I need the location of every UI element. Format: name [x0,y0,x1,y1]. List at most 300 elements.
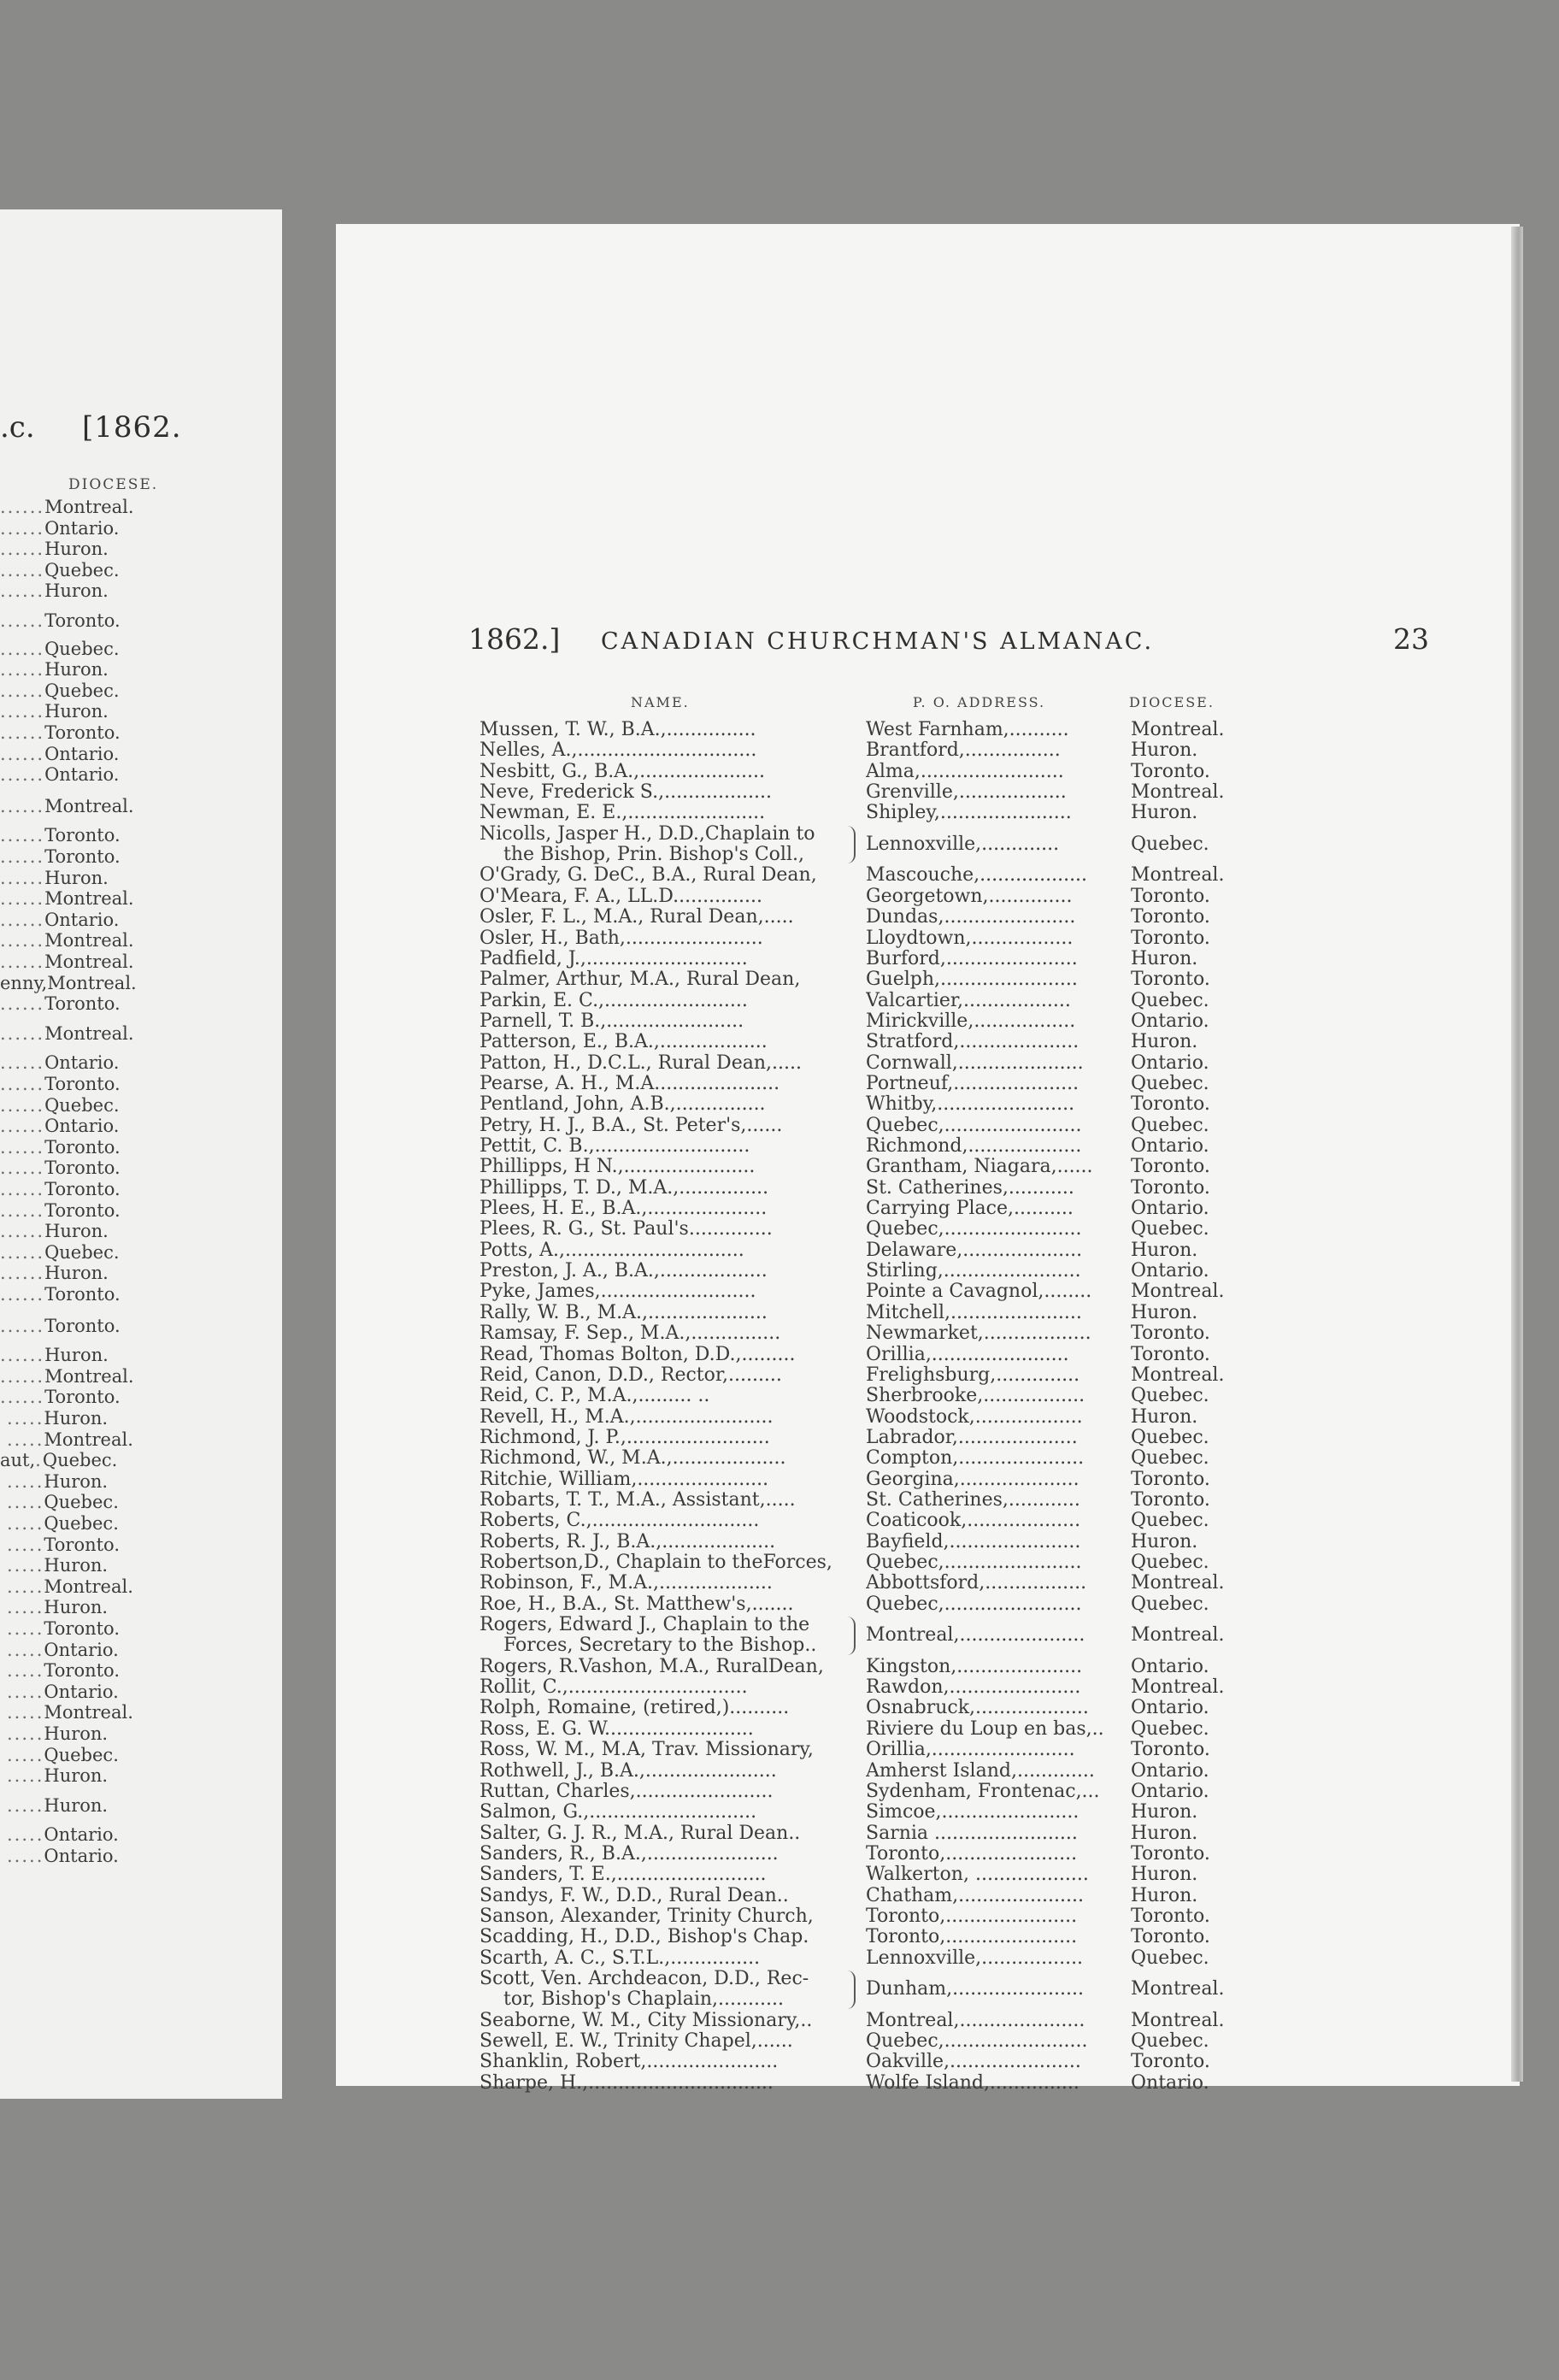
clergy-entry [336,1657,1520,1677]
entry-name [479,2031,843,2052]
entry-name [479,1199,843,1219]
left-row-diocese: Huron. [44,1794,109,1816]
entry-name-line: Mussen, T. W., B.A.,............... [479,720,756,740]
clergy-entry [336,887,1520,907]
entry-name [479,949,843,969]
leader-dots: ..... [7,1429,44,1450]
left-diocese-row [0,701,282,722]
entry-name [479,1261,843,1281]
left-page-header [0,410,282,453]
left-row-diocese: Ontario. [44,1639,119,1660]
entry-name-line: Scott, Ven. Archdeacon, D.D., Rec- [479,1969,809,1989]
page-edge [1511,227,1523,2082]
left-row-diocese: Ontario. [44,1052,120,1074]
left-diocese-row [0,1284,282,1305]
clergy-entry [336,1969,1520,2011]
entry-name [479,1948,843,1969]
entry-name-continuation: the Bishop, Prin. Bishop's Coll., [503,843,804,865]
entry-name-line: Pearse, A. H., M.A..................... [479,1073,780,1094]
entry-name-line: Parkin, E. C.,........................ [479,990,748,1011]
leader-dots: ...... [0,1052,45,1074]
leader-dots: ...... [0,1022,45,1044]
clergy-entry [336,969,1520,990]
entry-name-line: Ramsay, F. Sep., M.A.,............... [479,1323,781,1345]
leader-dots: ..... [7,1846,44,1866]
entry-name [479,1490,843,1511]
entry-diocese: Quebec. [1131,990,1209,1011]
entry-diocese: Huron. [1131,740,1198,762]
entry-diocese: Toronto. [1131,761,1210,782]
left-row-diocese: Quebec. [44,680,120,701]
entry-name [479,1428,843,1448]
clergy-entry [336,1802,1520,1823]
clergy-entry [336,865,1520,886]
leader-dots: ..... [7,1744,44,1765]
left-row-diocese: Ontario. [44,1116,120,1137]
entry-name [479,1074,843,1094]
left-diocese-row [0,1074,282,1094]
left-row-diocese: Toronto. [44,1199,121,1221]
entry-name-line: Padfield, J.,........................... [479,948,748,969]
entry-name-line: Patterson, E., B.A.,.................. [479,1032,768,1053]
entry-name-line: Ruttan, Charles,....................... [479,1781,774,1802]
entry-address: Lennoxville,................. [866,1947,1084,1969]
left-diocese-row [0,1555,282,1576]
entry-name-line: Roberts, R. J., B.A.,................... [479,1531,776,1552]
clergy-entry [336,1948,1520,1969]
clergy-entry [336,1323,1520,1344]
leader-dots: ...... [0,795,45,816]
entry-address: Guelph,....................... [866,969,1078,991]
entry-address: Riviere du Loup en bas,.. [866,1718,1104,1740]
entry-name-line: O'Meara, F. A., LL.D............... [479,886,763,907]
left-row-diocese: Huron. [44,580,109,602]
entry-name-line: Plees, R. G., St. Paul's.............. [479,1219,773,1240]
leader-dots: ..... [7,1681,44,1702]
entry-address: Grantham, Niagara,...... [866,1157,1093,1178]
entry-name-line: Pentland, John, A.B.,............... [479,1094,766,1116]
clergy-entry [336,1178,1520,1199]
left-diocese-row [0,659,282,680]
left-diocese-row [0,639,282,659]
entry-diocese: Ontario. [1131,1760,1209,1782]
left-row-diocese: Huron. [44,1765,109,1787]
left-row-diocese: Huron. [44,1221,109,1242]
entry-name-line: Rogers, R.Vashon, M.A., RuralDean, [479,1656,824,1677]
leader-dots: ...... [0,1116,45,1137]
entry-name-line: Scadding, H., D.D., Bishop's Chap. [479,1927,809,1948]
entry-diocese: Ontario. [1131,1698,1209,1719]
entry-name [479,1136,843,1157]
left-diocese-row [0,1429,282,1450]
leader-dots: ...... [0,497,45,517]
left-row-diocese: Ontario. [44,743,120,764]
left-diocese-row [0,1263,282,1283]
leader-dots: ...... [0,1263,45,1284]
entry-address: Frelighsburg,.............. [866,1364,1080,1386]
entry-address: Compton,..................... [866,1448,1085,1470]
entry-diocese: Montreal. [1131,1677,1225,1699]
left-diocese-row [0,1158,282,1178]
entry-name-line: Nicolls, Jasper H., D.D.,Chaplain to [479,823,815,845]
entry-diocese: Quebec. [1131,1511,1209,1532]
left-row-diocese: Toronto. [44,1315,121,1336]
entry-diocese: Toronto. [1131,1469,1210,1490]
entry-name [479,1761,843,1782]
entry-address: Stratford,.................... [866,1032,1080,1053]
entry-address: Georgetown,.............. [866,886,1073,907]
entry-diocese: Toronto. [1131,2052,1210,2073]
entry-name [479,1969,843,2010]
leader-dots: ...... [0,580,45,602]
left-row-diocese: Huron. [44,701,109,722]
entry-name [479,1032,843,1052]
left-row-diocese: Huron. [44,659,109,680]
left-diocese-row [0,1023,282,1044]
leader-dots: ...... [0,1221,45,1242]
entry-diocese: Huron. [1131,1032,1198,1053]
left-diocese-row [0,1597,282,1617]
entry-name-continuation: tor, Bishop's Chaplain,........... [503,1988,784,2010]
left-diocese-row [0,1513,282,1534]
leader-dots: ..... [7,1555,44,1576]
left-diocese-row [0,973,282,993]
left-diocese-row [0,1618,282,1639]
entry-address: Georgina,.................... [866,1469,1080,1490]
diocese-column-heading: DIOCESE. [1129,694,1215,710]
leader-dots: ..... [7,1513,44,1534]
left-page [0,209,282,2099]
entry-name-line: Neve, Frederick S.,.................. [479,782,772,804]
left-diocese-row [0,1765,282,1786]
clergy-entry [336,762,1520,782]
entry-diocese: Montreal. [1131,782,1225,804]
entry-diocese: Toronto. [1131,1177,1210,1199]
entry-address: Delaware,.................... [866,1240,1083,1261]
clergy-entry [336,1094,1520,1115]
leader-dots: ..... [7,1470,44,1492]
leader-dots: ...... [0,722,45,743]
leader-dots: ...... [0,764,45,786]
entry-name-line: Rogers, Edward J., Chaplain to the [479,1615,810,1636]
entry-name [479,1698,843,1718]
entry-name [479,1345,843,1365]
left-row-diocese: Huron. [44,1723,109,1744]
left-diocese-row [0,930,282,951]
entry-address: Rawdon,...................... [866,1677,1081,1699]
entry-diocese: Huron. [1131,1885,1198,1906]
entry-diocese: Huron. [1131,1823,1198,1844]
left-row-diocese: Montreal. [44,1429,133,1450]
clergy-entry [336,928,1520,949]
entry-address: Woodstock,.................. [866,1406,1083,1428]
leader-dots: ..... [7,1408,44,1429]
entry-diocese: Montreal. [1131,865,1225,887]
entry-diocese: Quebec. [1131,1219,1209,1240]
clergy-entry [336,1552,1520,1573]
left-diocese-row [0,1471,282,1492]
entry-name-line: Phillipps, H N.,...................... [479,1157,756,1178]
left-row-diocese: Ontario. [44,517,120,539]
left-row-diocese: Toronto. [44,722,121,743]
clergy-entry [336,1740,1520,1760]
entry-diocese: Montreal. [1131,1281,1225,1303]
left-diocese-row [0,1095,282,1116]
entry-diocese: Montreal. [1131,2010,1225,2031]
entry-address: Sherbrooke,................. [866,1386,1085,1407]
entry-name-line: Robertson,D., Chaplain to theForces, [479,1552,832,1573]
entry-address: Grenville,.................. [866,782,1067,804]
entry-address: Dundas,...................... [866,907,1076,928]
entry-address: Abbottsford,................. [866,1573,1087,1594]
clergy-entry [336,1345,1520,1365]
clergy-entry [336,1615,1520,1657]
entry-address: St. Catherines,............ [866,1489,1080,1511]
left-row-diocese: Huron. [44,1345,109,1366]
leader-dots: ..... [7,1660,44,1682]
entry-name-line: Richmond, J. P.,........................ [479,1427,770,1448]
left-row-diocese: Toronto. [44,993,121,1015]
entry-address: Oakville,...................... [866,2052,1081,2073]
entry-diocese: Quebec. [1131,1552,1209,1573]
clergy-entry [336,1199,1520,1219]
entry-address: Toronto,...................... [866,1906,1078,1927]
entry-address: Amherst Island,............. [866,1760,1095,1782]
entry-name-line: Palmer, Arthur, M.A., Rural Dean, [479,969,801,991]
page-number: 23 [1393,622,1429,656]
entry-name [479,1552,843,1573]
left-row-diocese: Quebec. [44,1744,119,1765]
entry-diocese: Huron. [1131,803,1198,824]
clergy-entry [336,824,1520,866]
entry-name-line: Sewell, E. W., Trinity Chapel,...... [479,2031,793,2053]
entry-name-line: Sandys, F. W., D.D., Rural Dean.. [479,1885,789,1906]
left-diocese-row [0,680,282,701]
leader-dots: ...... [0,1094,45,1116]
leader-dots: ...... [0,659,45,680]
clergy-entry [336,2073,1520,2094]
leader-dots: ...... [0,951,45,972]
entry-name [479,740,843,761]
left-diocese-row [0,580,282,601]
left-row-diocese: Toronto. [44,1284,121,1305]
entry-address: Montreal,..................... [866,2010,1085,2031]
entry-name [479,991,843,1011]
entry-address: Quebec,....................... [866,1115,1082,1136]
clergy-entry [336,907,1520,928]
main-page [336,224,1520,2094]
entry-name [479,1157,843,1177]
clergy-entry [336,1594,1520,1615]
entry-diocese: Ontario. [1131,1261,1209,1282]
left-row-diocese: Montreal. [44,951,134,972]
entry-diocese: Toronto. [1131,969,1210,991]
left-row-diocese: Huron. [44,1408,109,1429]
entry-diocese: Quebec. [1131,1594,1209,1615]
left-row-diocese: Montreal. [44,1365,134,1387]
clergy-entry [336,991,1520,1011]
entry-name [479,1782,843,1802]
clergy-entry [336,949,1520,969]
entry-address: Quebec,........................ [866,2031,1088,2053]
leader-dots: ...... [0,1179,45,1199]
left-row-diocese: Ontario. [44,909,120,930]
entry-name-line: Ross, W. M., M.A, Trav. Missionary, [479,1740,814,1761]
entry-name [479,2052,843,2072]
clergy-entry [336,1490,1520,1511]
entry-name-line: Patton, H., D.C.L., Rural Dean,..... [479,1052,802,1074]
left-row-diocese: Quebec. [44,1241,120,1263]
entry-name-line: Salmon, G.,............................ [479,1802,757,1823]
leader-dots: ...... [0,517,45,539]
clergy-entry [336,1470,1520,1490]
leader-dots: ...... [0,1136,45,1158]
left-diocese-row [0,1221,282,1241]
left-diocese-row [0,560,282,580]
entry-address: Richmond,................... [866,1136,1082,1157]
left-diocese-row [0,497,282,517]
entry-name [479,782,843,803]
entry-name-line: Parnell, T. B.,....................... [479,1010,744,1032]
left-row-diocese: Quebec. [44,1513,119,1534]
left-diocese-row [0,846,282,867]
clergy-entry [336,1136,1520,1157]
left-row-diocese: Montreal. [44,1576,133,1597]
left-diocese-row [0,1492,282,1512]
leader-dots: ...... [0,539,45,560]
left-header-title-fragment: .c. [0,410,35,445]
left-diocese-row [0,610,282,631]
entry-diocese: Huron. [1131,1240,1198,1261]
leader-dots: ..... [7,1639,44,1660]
entry-name-line: Ritchie, William,...................... [479,1469,769,1490]
leader-dots: ..... [7,1576,44,1597]
entry-address: Lennoxville,............. [866,834,1060,855]
entry-name-line: Shanklin, Robert,...................... [479,2052,779,2073]
entry-name-line: Osler, F. L., M.A., Rural Dean,..... [479,907,794,928]
entry-name [479,1511,843,1531]
leader-dots: ..... [7,1794,44,1816]
entry-address: Newmarket,.................. [866,1323,1091,1345]
left-diocese-row [0,518,282,539]
leader-dots: ...... [0,1365,45,1387]
entry-diocese: Huron. [1131,1802,1198,1823]
entry-diocese: Toronto. [1131,1740,1210,1761]
entry-name [479,803,843,823]
left-diocese-row [0,825,282,845]
left-diocese-row [0,744,282,764]
clergy-entry [336,1448,1520,1469]
clergy-entry [336,1823,1520,1844]
entry-diocese: Huron. [1131,1302,1198,1323]
left-diocese-row [0,1387,282,1407]
entry-brace [842,1617,856,1655]
left-diocese-row [0,1846,282,1866]
left-row-diocese: Huron. [44,1597,109,1618]
entry-name [479,865,843,886]
left-row-diocese: Montreal. [44,888,134,910]
entry-diocese: Quebec. [1131,1073,1209,1094]
entry-address: Pointe a Cavagnol,........ [866,1281,1092,1303]
column-headings [336,694,1520,716]
clergy-entry [336,1761,1520,1782]
running-head [468,622,1559,660]
clergy-entry [336,720,1520,740]
entry-name-line: Reid, Canon, D.D., Rector,......... [479,1364,782,1386]
entry-name [479,1053,843,1074]
left-row-diocese: Toronto. [44,610,121,631]
entry-diocese: Quebec. [1131,1386,1209,1407]
entry-name [479,1906,843,1927]
entry-address: Simcoe,....................... [866,1802,1080,1823]
entry-name-line: Sharpe, H.,............................... [479,2072,774,2094]
entry-name-line: Robinson, F., M.A.,................... [479,1573,773,1594]
leader-dots: ..... [7,1597,44,1618]
entry-diocese: Huron. [1131,948,1198,969]
entry-name-line: Plees, H. E., B.A.,.................... [479,1199,768,1220]
left-row-diocese: Huron. [44,1263,109,1284]
left-diocese-row [0,1660,282,1681]
entry-address: Sydenham, Frontenac,... [866,1781,1100,1802]
entry-diocese: Ontario. [1131,1781,1209,1802]
left-row-diocese: Quebec. [44,1094,120,1116]
clergy-entry [336,1428,1520,1448]
entry-diocese: Toronto. [1131,1927,1210,1948]
left-row-diocese: Huron. [44,539,109,560]
clergy-entry [336,1532,1520,1552]
left-diocese-row [0,1242,282,1263]
entry-name [479,1094,843,1115]
entry-name [479,1011,843,1032]
leader-dots: ..... [7,1492,44,1513]
left-diocese-row [0,951,282,972]
clergy-entry [336,1053,1520,1074]
entry-name [479,1470,843,1490]
leader-dots: ...... [0,610,45,631]
leader-dots: ..... [7,1765,44,1787]
entry-address: Alma,........................ [866,761,1064,782]
leader-dots: ...... [0,993,45,1015]
entry-diocese: Toronto. [1131,1157,1210,1178]
left-row-diocese: Ontario. [44,1824,119,1846]
leader-dots: ...... [0,1284,45,1305]
entry-diocese: Montreal. [1131,1573,1225,1594]
entry-name [479,720,843,740]
left-row-diocese: Toronto. [44,1660,121,1682]
entry-diocese: Quebec. [1131,1115,1209,1136]
entry-address: Whitby,....................... [866,1094,1075,1116]
entry-diocese: Ontario. [1131,1052,1209,1074]
left-row-diocese: Toronto. [44,1179,121,1199]
clergy-entry [336,1157,1520,1177]
entry-name [479,1844,843,1865]
entry-diocese: Ontario. [1131,1199,1209,1220]
leader-dots: ...... [0,1315,45,1336]
entry-name-continuation: Forces, Secretary to the Bishop.. [503,1635,817,1657]
entry-address: Mascouche,.................. [866,865,1088,887]
left-diocese-row [0,1316,282,1336]
entry-diocese: Montreal. [1131,1979,1225,2000]
entry-name-line: Rally, W. B., M.A.,.................... [479,1302,768,1323]
entry-address: Toronto,...................... [866,1927,1078,1948]
clergy-entry [336,1281,1520,1302]
leader-dots: ...... [0,680,45,701]
entry-name-line: Newman, E. E.,....................... [479,803,766,824]
entry-name [479,1657,843,1677]
entry-address: Chatham,..................... [866,1885,1084,1906]
name-column-heading: NAME. [631,694,690,710]
clergy-entry [336,1677,1520,1698]
